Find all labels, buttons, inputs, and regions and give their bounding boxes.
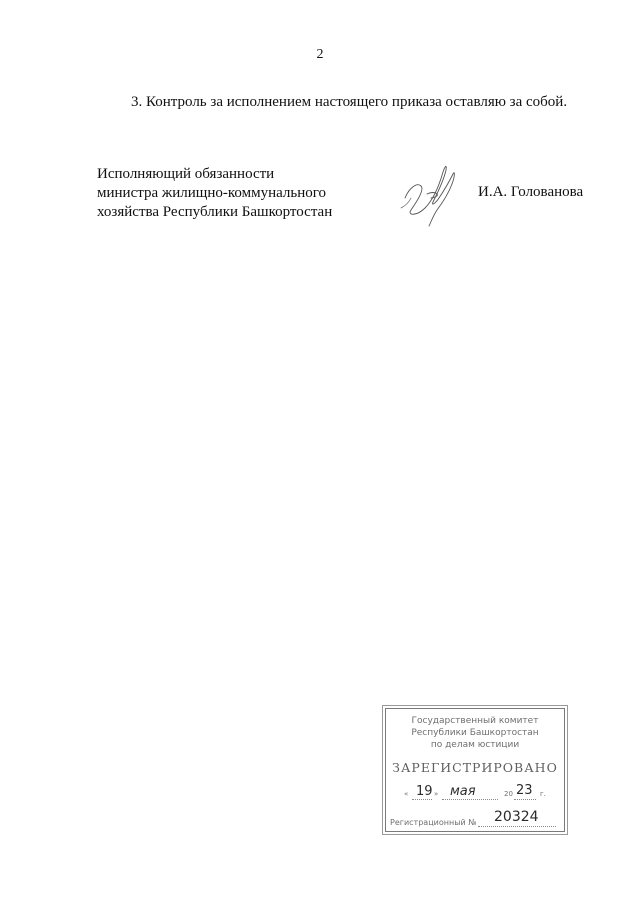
stamp-reg-label: Регистрационный № xyxy=(390,818,477,827)
signer-title-line-1: Исполняющий обязанности xyxy=(97,166,275,182)
stamp-quote-open: « xyxy=(404,790,409,798)
stamp-year-suffix: 23 xyxy=(516,783,533,798)
stamp-year-prefix: 20 xyxy=(504,790,513,798)
signer-name: И.А. Голованова xyxy=(478,184,584,200)
stamp-org-line-2: Республики Башкортостан xyxy=(411,728,539,738)
stamp-reg-number: 20324 xyxy=(494,809,539,825)
stamp-date-row xyxy=(392,785,558,801)
page-number: 2 xyxy=(316,47,324,62)
stamp-registration-row xyxy=(390,809,560,828)
signer-title-block xyxy=(97,165,332,222)
registration-stamp xyxy=(385,708,565,832)
handwritten-signature-icon xyxy=(397,158,467,230)
stamp-org-line-1: Государственный комитет xyxy=(411,716,539,726)
stamp-org-line-3: по делам юстиции xyxy=(430,740,520,750)
signer-title-line-2: министра жилищно-коммунального xyxy=(97,185,327,201)
signer-title-line-3: хозяйства Республики Башкортостан xyxy=(97,204,333,220)
stamp-year-unit: г. xyxy=(540,790,546,798)
stamp-day: 19 xyxy=(416,784,433,799)
stamp-title: ЗАРЕГИСТРИРОВАНО xyxy=(392,760,558,775)
stamp-quote-close: » xyxy=(434,790,439,798)
paragraph-3: 3. Контроль за исполнением настоящего приказа оставляю за собой. xyxy=(131,94,568,110)
stamp-organization xyxy=(386,715,564,751)
stamp-month: мая xyxy=(450,784,476,799)
